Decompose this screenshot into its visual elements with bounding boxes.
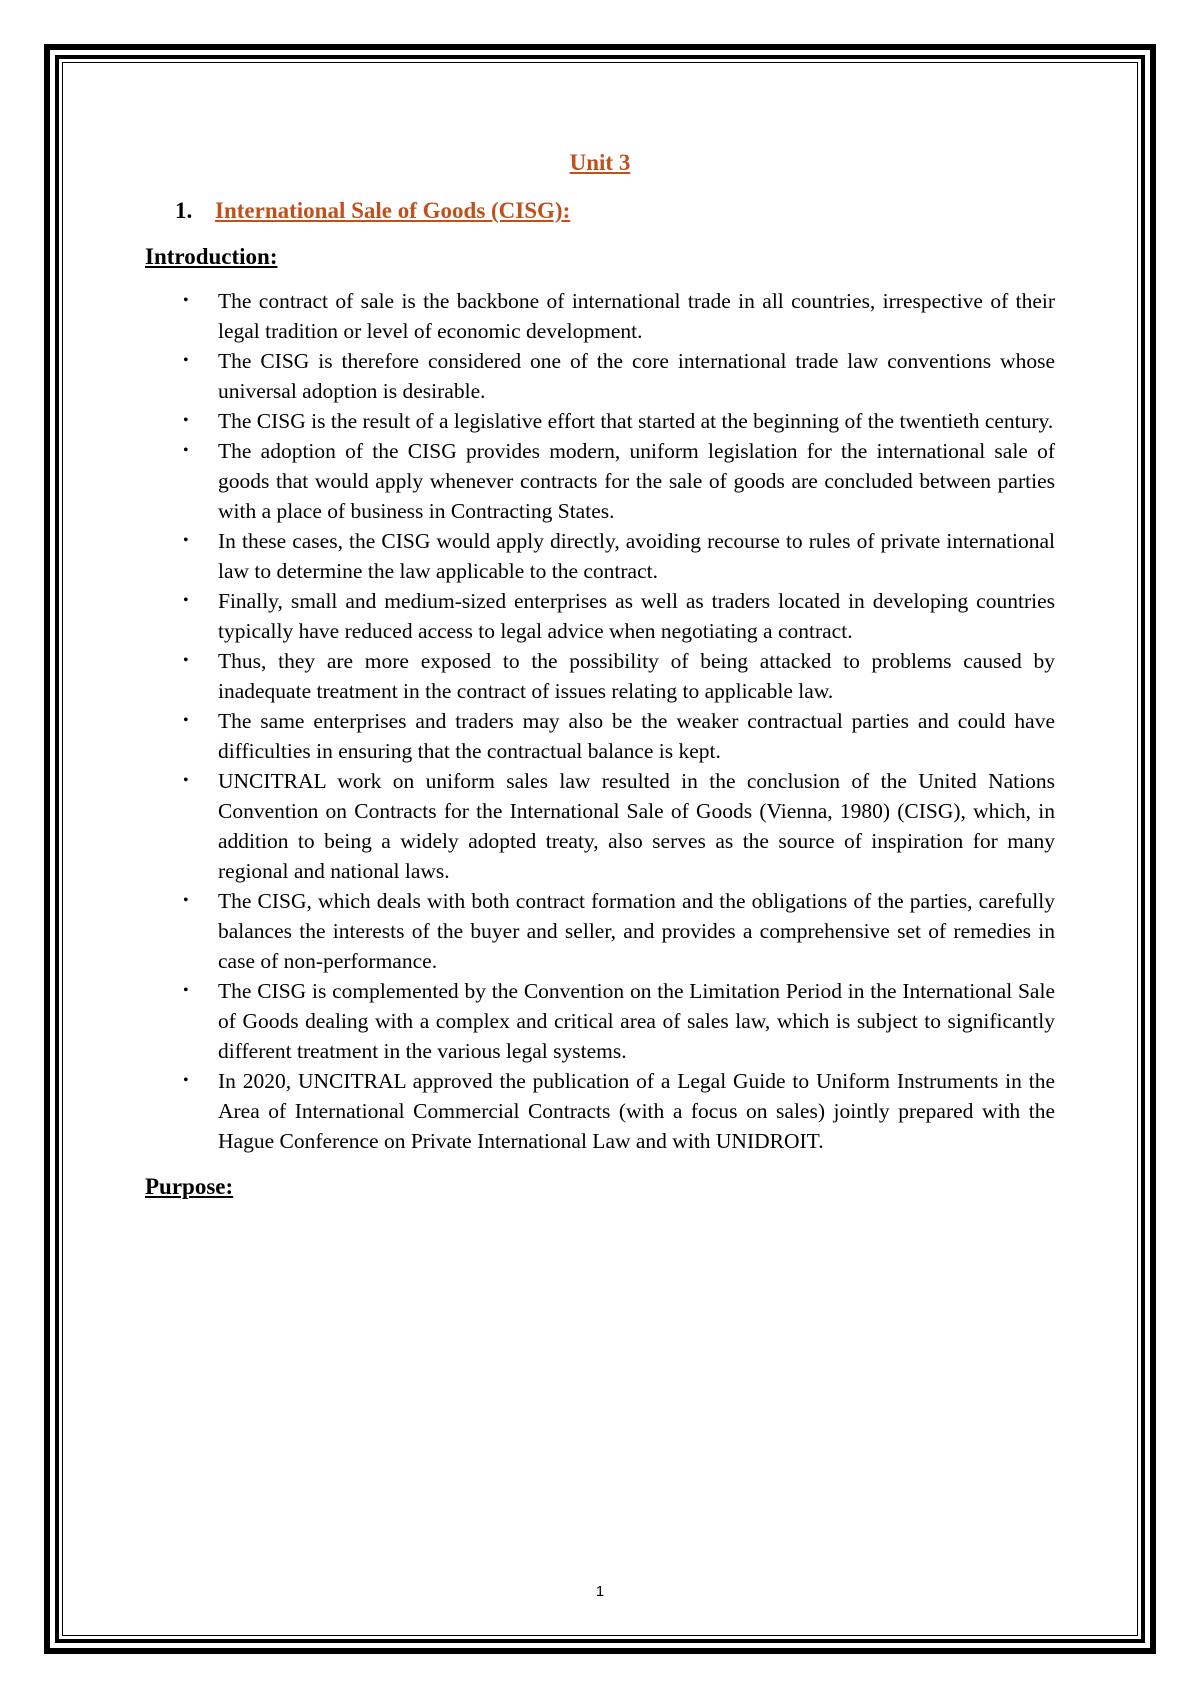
bullet-item [145, 766, 1055, 886]
bullet-dot-icon: • [183, 712, 189, 729]
bullet-item [145, 526, 1055, 586]
introduction-bullet-list [145, 286, 1055, 1156]
bullet-dot-icon: • [183, 772, 189, 789]
bullet-dot-icon: • [183, 532, 189, 549]
bullet-item [145, 586, 1055, 646]
bullet-text: The CISG is the result of a legislative effort that started at the beginning of the twentieth century. [218, 409, 1054, 433]
bullet-item [145, 886, 1055, 976]
bullet-dot-icon: • [183, 982, 189, 999]
page-content [145, 148, 1055, 1216]
page-number: 1 [595, 1583, 605, 1600]
bullet-item [145, 706, 1055, 766]
introduction-heading: Introduction: [145, 244, 278, 269]
bullet-dot-icon: • [183, 652, 189, 669]
bullet-dot-icon: • [183, 442, 189, 459]
bullet-dot-icon: • [183, 592, 189, 609]
bullet-item [145, 346, 1055, 406]
bullet-dot-icon: • [183, 412, 189, 429]
bullet-item [145, 286, 1055, 346]
bullet-item [145, 406, 1055, 436]
unit-title: Unit 3 [569, 150, 631, 175]
bullet-text: The contract of sale is the backbone of international trade in all countries, irrespective of their legal tradition or level of economic development. [218, 289, 1055, 343]
bullet-text: In these cases, the CISG would apply directly, avoiding recourse to rules of private international law to determine the law applicable to the contract. [218, 529, 1055, 583]
bullet-text: The CISG is therefore considered one of the core international trade law conventions whose universal adoption is desirable. [218, 349, 1055, 403]
bullet-dot-icon: • [183, 292, 189, 309]
bullet-text: The same enterprises and traders may also be the weaker contractual parties and could have difficulties in ensuring that the contractual balance is kept. [218, 709, 1055, 763]
bullet-item [145, 976, 1055, 1066]
bullet-item [145, 646, 1055, 706]
bullet-text: The CISG is complemented by the Convention on the Limitation Period in the International Sale of Goods dealing with a complex and critical area of sales law, which is subject to significantly different treatment in the various legal systems. [218, 979, 1055, 1063]
bullet-text: UNCITRAL work on uniform sales law resulted in the conclusion of the United Nations Convention on Contracts for the International Sale of Goods (Vienna, 1980) (CISG), which, in addition to being a widely adopted treaty, also serves as the source of inspiration for many regional and national laws. [218, 769, 1055, 883]
bullet-dot-icon: • [183, 352, 189, 369]
section-number: 1. [175, 198, 193, 223]
bullet-item [145, 1066, 1055, 1156]
bullet-text: Thus, they are more exposed to the possibility of being attacked to problems caused by inadequate treatment in the contract of issues relating to applicable law. [218, 649, 1055, 703]
section-heading [175, 196, 1055, 226]
bullet-dot-icon: • [183, 1072, 189, 1089]
bullet-text: In 2020, UNCITRAL approved the publication of a Legal Guide to Uniform Instruments in the Area of International Commercial Contracts (with a focus on sales) jointly prepared with the Hague Conference on Private International Law and with UNIDROIT. [218, 1069, 1055, 1153]
bullet-text: The CISG, which deals with both contract formation and the obligations of the parties, carefully balances the interests of the buyer and seller, and provides a comprehensive set of remedies in case of non-performance. [218, 889, 1055, 973]
bullet-item [145, 436, 1055, 526]
purpose-heading: Purpose: [145, 1174, 234, 1199]
bullet-dot-icon: • [183, 892, 189, 909]
bullet-text: The adoption of the CISG provides modern, uniform legislation for the international sale of goods that would apply whenever contracts for the sale of goods are concluded between parties with a place of business in Contracting States. [218, 439, 1055, 523]
bullet-text: Finally, small and medium-sized enterprises as well as traders located in developing countries typically have reduced access to legal advice when negotiating a contract. [218, 589, 1055, 643]
section-title: International Sale of Goods (CISG): [215, 198, 571, 223]
